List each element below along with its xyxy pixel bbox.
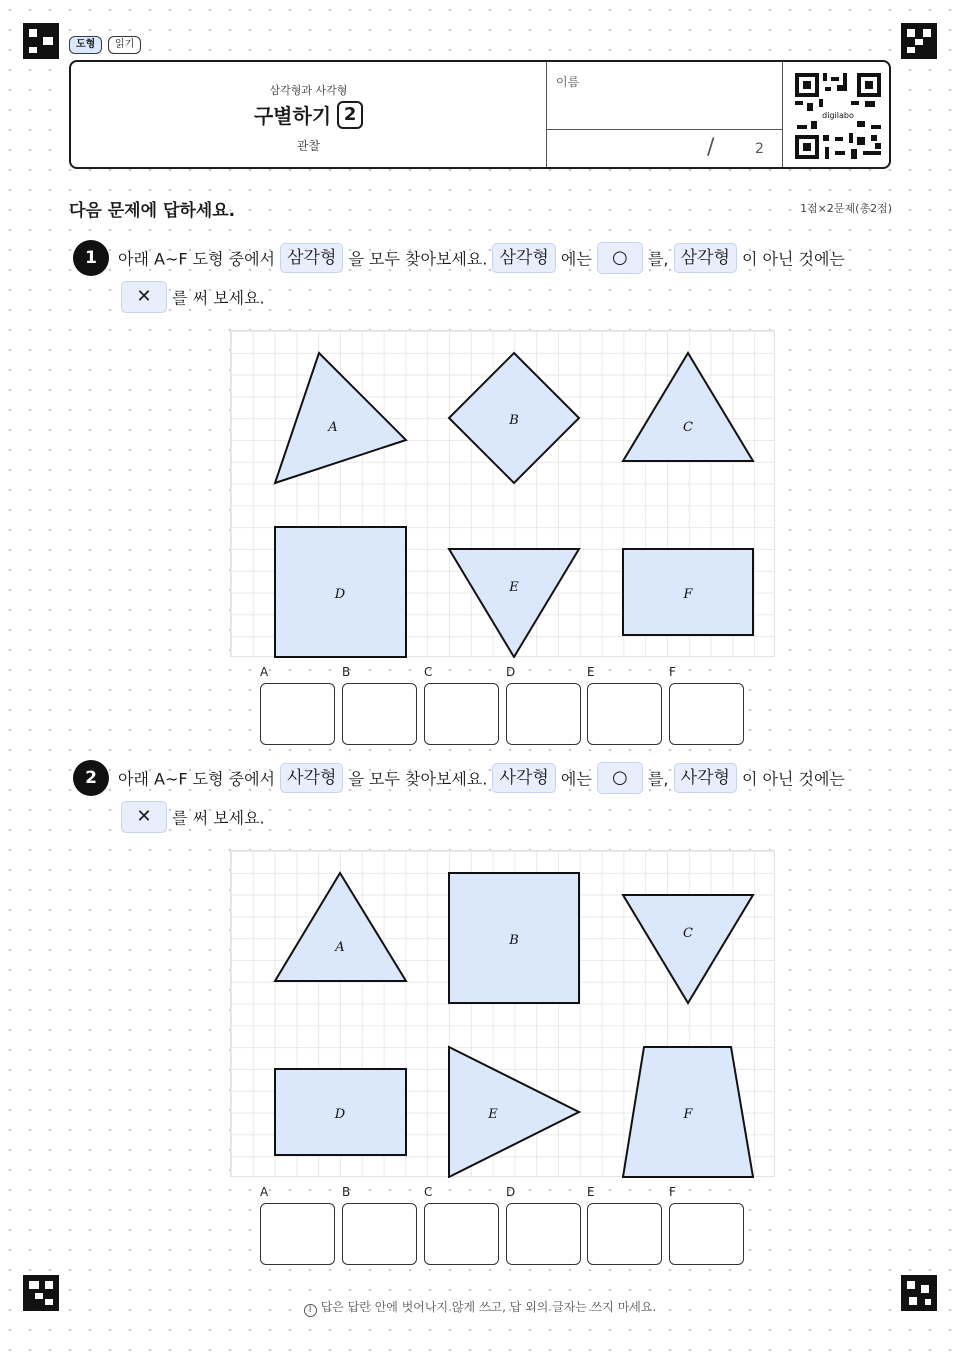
points-label: 1점×2문제(총2점) (800, 202, 892, 215)
shape-label: C (683, 420, 693, 435)
answer-box[interactable] (260, 1203, 335, 1265)
header-mode: 관찰 (296, 139, 321, 153)
score-slash: / (707, 135, 715, 160)
page-title: 구별하기 (253, 104, 332, 128)
answer-box[interactable] (587, 683, 662, 745)
answer-box[interactable] (424, 1203, 499, 1265)
shape-label: D (334, 1107, 346, 1122)
answer-label: F (669, 1185, 676, 1199)
answer-box[interactable] (424, 683, 499, 745)
answer-label: D (506, 1185, 516, 1199)
question-2-shape-figure (230, 850, 775, 1177)
info-icon: ! (304, 1304, 317, 1317)
answer-box[interactable] (342, 683, 417, 745)
shape-c-triangle (623, 895, 753, 1003)
shape-label: E (509, 580, 519, 595)
shape-label: B (509, 413, 519, 428)
shape-label: A (328, 420, 338, 435)
shape-a-triangle (275, 353, 406, 483)
question-2-line-2: ✕ 를 써 보세요. (121, 801, 265, 833)
shape-c-triangle (623, 353, 753, 461)
corner-marker-top-right (901, 23, 937, 59)
answer-label: F (669, 665, 676, 679)
keyword-chip: 사각형 (280, 763, 343, 793)
answer-box[interactable] (587, 1203, 662, 1265)
shape-label: C (683, 926, 693, 941)
circle-symbol-chip: ○ (597, 242, 643, 274)
answer-label: C (424, 1185, 433, 1199)
answer-label: B (342, 665, 351, 679)
keyword-chip: 삼각형 (674, 243, 737, 273)
shape-label: F (683, 1107, 693, 1122)
shape-label: A (335, 940, 345, 955)
tag-domain: 도형 (69, 36, 102, 54)
keyword-chip: 사각형 (492, 763, 555, 793)
question-1-line-2: ✕ 를 써 보세요. (121, 281, 265, 313)
shape-e-triangle (449, 549, 579, 657)
level-number-badge: 2 (337, 101, 363, 129)
answer-label: A (260, 665, 269, 679)
question-2-line-1: 아래 A~F 도형 중에서 사각형 을 모두 찾아보세요. 사각형 에는 ○ 를, 사각형 이 아닌 것에는 (118, 762, 845, 794)
answer-box[interactable] (260, 683, 335, 745)
question-1-line-1: 아래 A~F 도형 중에서 삼각형 을 모두 찾아보세요. 삼각형 에는 ○ 를, 삼각형 이 아닌 것에는 (118, 242, 845, 274)
score-field (546, 130, 782, 169)
qr-caption: digilabo (822, 111, 854, 120)
answer-label: B (342, 1185, 351, 1199)
worksheet-header (69, 60, 891, 169)
answer-box[interactable] (342, 1203, 417, 1265)
cross-symbol-chip: ✕ (121, 281, 167, 313)
answer-label: E (587, 1185, 595, 1199)
shape-label: E (488, 1107, 498, 1122)
shape-label: F (683, 587, 693, 602)
answer-label: D (506, 665, 516, 679)
footer-text: 답은 답란 안에 벗어나지 않게 쓰고, 답 외의 글자는 쓰지 마세요. (320, 1300, 657, 1314)
tag-skill: 읽기 (108, 36, 141, 54)
answer-label: A (260, 1185, 269, 1199)
shape-e-triangle (449, 1047, 579, 1177)
shape-label: D (334, 587, 346, 602)
header-title-block (71, 62, 546, 167)
qr-code-cell (782, 62, 891, 167)
answer-box[interactable] (669, 683, 744, 745)
answer-box[interactable] (506, 1203, 581, 1265)
keyword-chip: 사각형 (674, 763, 737, 793)
question-1-shape-figure (230, 330, 775, 657)
question-number-badge: 1 (73, 240, 109, 276)
answer-box[interactable] (669, 1203, 744, 1265)
header-title (71, 100, 546, 129)
corner-marker-top-left (23, 23, 59, 59)
answer-box[interactable] (506, 683, 581, 745)
instruction-heading: 다음 문제에 답하세요. (69, 201, 236, 221)
answer-label: C (424, 665, 433, 679)
circle-symbol-chip: ○ (597, 762, 643, 794)
keyword-chip: 삼각형 (492, 243, 555, 273)
header-subtitle: 삼각형과 사각형 (269, 84, 348, 97)
question-number-badge: 2 (73, 760, 109, 796)
keyword-chip: 삼각형 (280, 243, 343, 273)
shape-a-triangle (275, 873, 406, 981)
name-field[interactable] (546, 62, 782, 130)
qr-code-icon (795, 73, 881, 159)
score-total: 2 (755, 141, 764, 157)
answer-label: E (587, 665, 595, 679)
shape-label: B (509, 933, 519, 948)
name-label: 이름 (556, 75, 580, 89)
cross-symbol-chip: ✕ (121, 801, 167, 833)
footer-notice (0, 1298, 960, 1317)
